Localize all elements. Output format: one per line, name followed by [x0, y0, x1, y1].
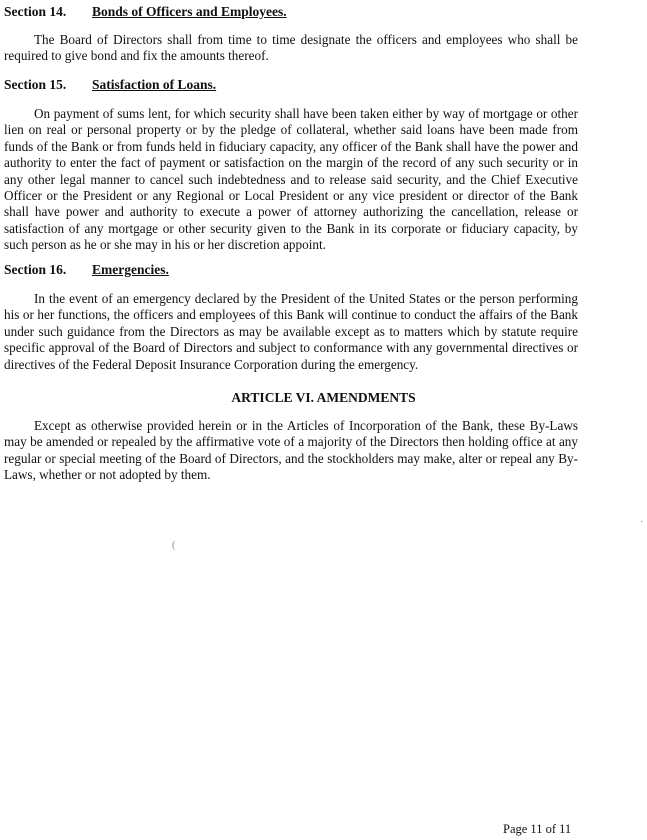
- scan-speck: ·: [640, 517, 644, 528]
- section-14-heading: [4, 4, 287, 20]
- section-16-heading: [4, 262, 169, 278]
- section-15-number: Section 15.: [4, 77, 67, 92]
- section-14-number: Section 14.: [4, 4, 67, 19]
- section-15-heading: [4, 77, 216, 93]
- scan-speck: (: [172, 540, 176, 551]
- section-16-title: Emergencies.: [92, 262, 169, 277]
- section-16-body: In the event of an emergency declared by the President of the United States or the person performing his or her functions, the officers and employees of this Bank will continue to conduct the affairs of the Bank under such guidance from the Directors as may be available except as to matters which by statute require specific approval of the Board of Directors and subject to conformance with any governmental directives or directives of the Federal Deposit Insurance Corporation during the emergency.: [4, 291, 578, 372]
- section-14-title: Bonds of Officers and Employees.: [92, 4, 287, 19]
- page-number: Page 11 of 11: [503, 822, 572, 836]
- section-14-body: The Board of Directors shall from time to time designate the officers and employees who shall be required to give bond and fix the amounts thereof.: [4, 32, 578, 64]
- section-15-body: On payment of sums lent, for which security shall have been taken either by way of mortgage or other lien on real or personal property or by the pledge of collateral, whether said loans have been made from funds of the Bank or from funds held in fiduciary capacity, any officer of the Bank shall have the power and authority to enter the fact of payment or satisfaction on the margin of the record of any such security or in any other legal manner to cancel such indebtedness and to release said security, and the Chief Executive Officer or the President or any Regional or Local President or any vice president or director of the Bank shall have power and authority to execute a power of attorney authorizing the cancellation, release or satisfaction of any mortgage or other security given to the Bank in its corporate or fiduciary capacity, by such person as he or she may in his or her discretion appoint.: [4, 106, 578, 253]
- section-15-title: Satisfaction of Loans.: [92, 77, 217, 92]
- article-heading: ARTICLE VI. AMENDMENTS: [231, 390, 416, 405]
- article-body: Except as otherwise provided herein or in the Articles of Incorporation of the Bank, these By-Laws may be amended or repealed by the affirmative vote of a majority of the Directors then holding office at any regular or special meeting of the Board of Directors, and the stockholders may make, alter or repeal any By-Laws, whether or not adopted by them.: [4, 418, 578, 483]
- section-16-number: Section 16.: [4, 262, 67, 277]
